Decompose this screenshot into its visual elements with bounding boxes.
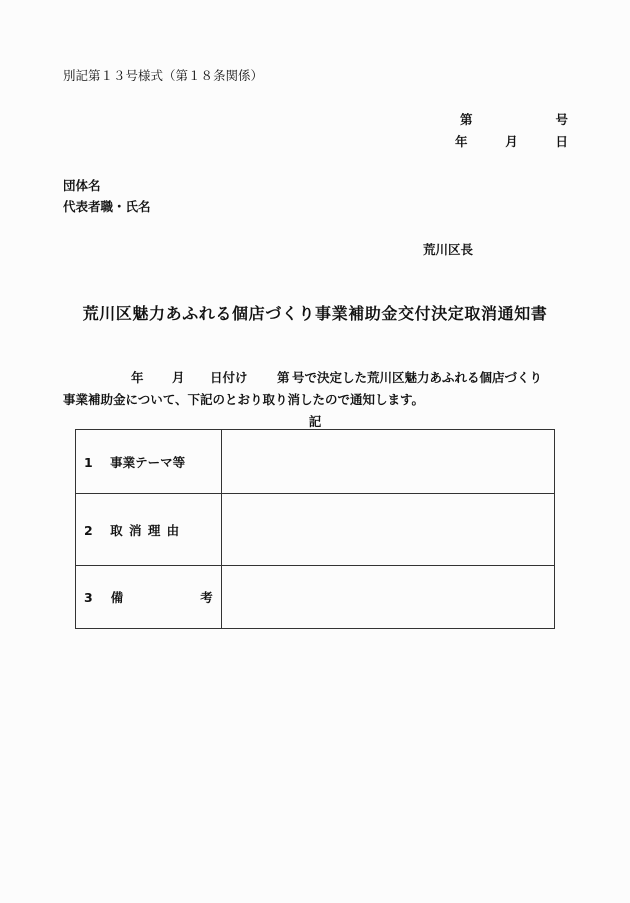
row-label-text [111,588,213,606]
body-dated: 日付け [210,370,248,385]
date-month: 月 [505,134,518,149]
row-value[interactable] [222,494,555,566]
row-label-a: 備 [110,590,124,605]
row-label-text: 取 消 理 由 [110,522,181,538]
row-number: 3 [84,589,93,605]
row-label-b: 考 [200,590,213,605]
document-number-prefix: 第 [460,112,473,127]
body-line-2: 事業補助金について、下記のとおり取り消したので通知します。 [63,392,425,407]
row-label [76,494,222,566]
representative-label: 代表者職・氏名 [63,199,151,214]
row-label-text: 事業テーマ等 [110,454,186,470]
date-day: 日 [555,134,568,149]
row-value[interactable] [222,566,555,629]
body-month: 月 [172,370,185,385]
row-label [76,430,222,494]
date-year: 年 [455,134,468,149]
body-year: 年 [131,370,144,385]
issuer: 荒川区長 [423,242,474,257]
issue-date [455,132,568,150]
record-table [75,429,555,629]
table-row [76,430,555,494]
organization-label: 団体名 [63,178,101,193]
form-number: 別記第１３号様式（第１８条関係） [63,68,264,83]
row-number: 1 [84,454,93,470]
ki-heading: 記 [308,414,322,429]
table-row [76,566,555,629]
page-title: 荒川区魅力あふれる個店づくり事業補助金交付決定取消通知書 [82,304,548,323]
body-line-1 [131,368,542,386]
row-number: 2 [84,522,93,538]
table-row [76,494,555,566]
body-no-prefix: 第 [277,370,290,385]
row-label [76,566,222,629]
document-number [460,110,568,128]
document-number-suffix: 号 [555,112,568,127]
row-value[interactable] [222,430,555,494]
body-line-1-rest: 号で決定した荒川区魅力あふれる個店づくり [292,370,543,385]
